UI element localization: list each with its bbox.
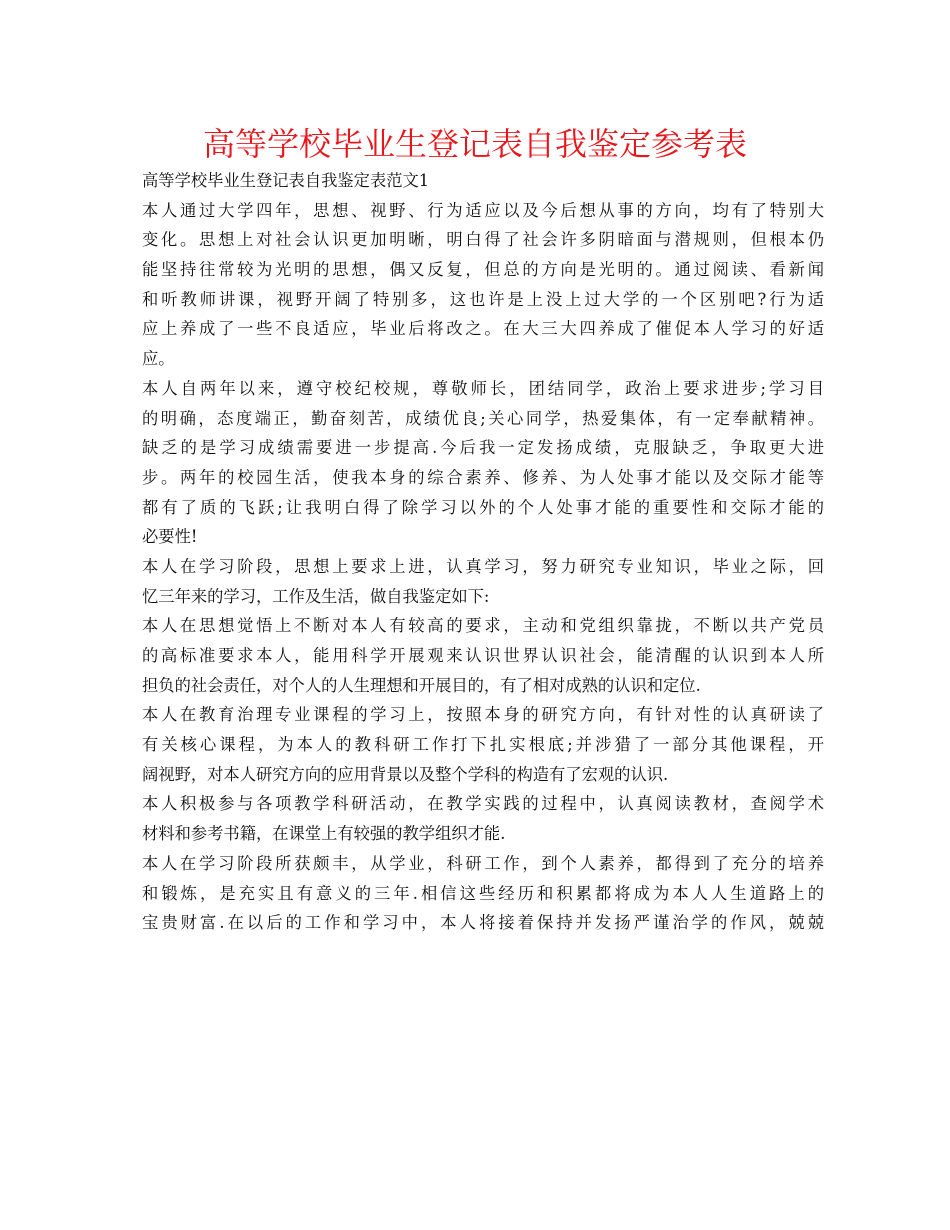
paragraph-line: 有关核心课程，为本人的教科研工作打下扎实根底;并涉猎了一部分其他课程，开: [142, 735, 824, 755]
paragraph-line: 应上养成了一些不良适应，毕业后将改之。在大三大四养成了催促本人学习的好适: [142, 319, 824, 339]
paragraph-line: 忆三年来的学习，工作及生活，做自我鉴定如下:: [142, 586, 490, 606]
paragraph-line: 本人在教育治理专业课程的学习上，按照本身的研究方向，有针对性的认真研读了: [142, 705, 824, 725]
paragraph-line: 应。: [142, 349, 175, 369]
paragraph-line: 宝贵财富.在以后的工作和学习中，本人将接着保持并发扬严谨治学的作风，兢兢: [142, 913, 824, 933]
paragraph-line: 本人在学习阶段所获颇丰，从学业，科研工作，到个人素养，都得到了充分的培养: [142, 853, 824, 873]
document-body: [142, 166, 824, 938]
paragraph-line: 步。两年的校园生活，使我本身的综合素养、修养、为人处事才能以及交际才能等: [142, 467, 824, 487]
paragraph-line: 都有了质的飞跃;让我明白得了除学习以外的个人处事才能的重要性和交际才能的: [142, 497, 824, 517]
paragraph-line: 和听教师讲课，视野开阔了特别多，这也许是上没上过大学的一个区别吧?行为适: [142, 289, 824, 309]
paragraph-line: 本人在思想觉悟上不断对本人有较高的要求，主动和党组织靠拢，不断以共产党员: [142, 616, 824, 636]
paragraph-line: 担负的社会责任，对个人的人生理想和开展目的，有了相对成熟的认识和定位.: [142, 675, 701, 695]
paragraph-line: 变化。思想上对社会认识更加明晰，明白得了社会许多阴暗面与潜规则，但根本仍: [142, 230, 824, 250]
paragraph-line: 缺乏的是学习成绩需要进一步提高.今后我一定发扬成绩，克服缺乏，争取更大进: [142, 438, 824, 458]
paragraph-line: 的高标准要求本人，能用科学开展观来认识世界认识社会，能清醒的认识到本人所: [142, 646, 824, 665]
paragraph-line: 本人自两年以来，遵守校纪校规，尊敬师长，团结同学，政治上要求进步;学习目: [142, 378, 824, 398]
paragraph-line: 本人通过大学四年，思想、视野、行为适应以及今后想从事的方向，均有了特别大: [142, 200, 824, 220]
paragraph-line: 的明确，态度端正，勤奋刻苦，成绩优良;关心同学，热爱集体，有一定奉献精神。: [142, 408, 824, 428]
paragraph-line: 材料和参考书籍，在课堂上有较强的教学组织才能.: [142, 824, 506, 844]
paragraph-line: 本人积极参与各项教学科研活动，在教学实践的过程中，认真阅读教材，查阅学术: [142, 794, 824, 814]
paragraph-line: 本人在学习阶段，思想上要求上进，认真学习，努力研究专业知识，毕业之际，回: [142, 556, 824, 576]
document-title: 高等学校毕业生登记表自我鉴定参考表: [202, 125, 747, 163]
paragraph-line: 阔视野，对本人研究方向的应用背景以及整个学科的构造有了宏观的认识.: [142, 764, 669, 784]
subtitle-line: 高等学校毕业生登记表自我鉴定表范文1: [142, 171, 430, 190]
paragraph-line: 能坚持往常较为光明的思想，偶又反复，但总的方向是光明的。通过阅读、看新闻: [142, 260, 824, 280]
paragraph-line: 和锻炼，是充实且有意义的三年.相信这些经历和积累都将成为本人人生道路上的: [142, 883, 824, 903]
paragraph-line: 必要性!: [142, 527, 198, 547]
